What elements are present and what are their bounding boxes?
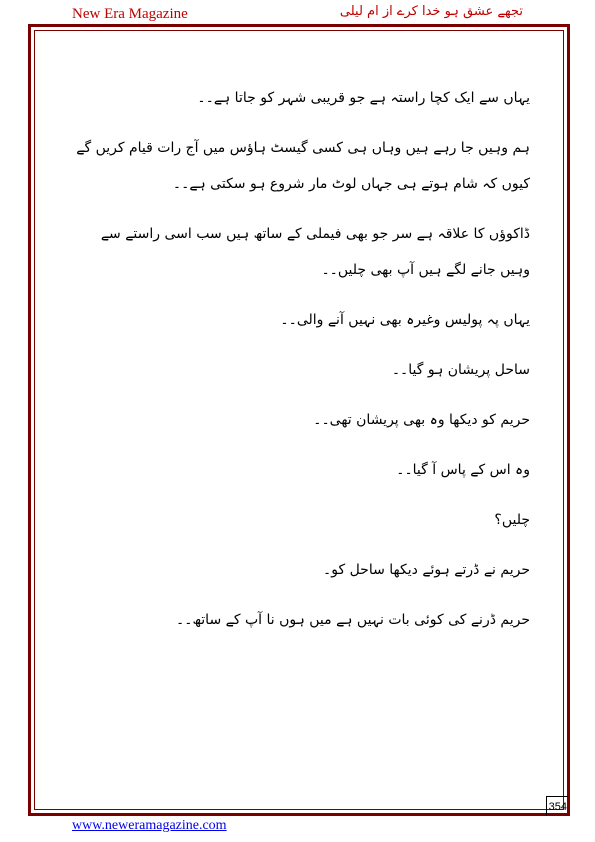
website-link[interactable]: www.neweramagazine.com [72, 818, 227, 833]
paragraph: حریم نے ڈرتے ہوئے دیکھا ساحل کو۔ [323, 562, 530, 578]
magazine-name: New Era Magazine [72, 6, 188, 22]
paragraph: ہم وہیں جا رہے ہیں وہاں ہی کسی گیسٹ ہاؤس میں آج رات قیام کریں گے کیوں کہ شام ہوتے ہی جہاں لوٹ مار شروع ہو سکتی ہے۔۔ [76, 140, 530, 192]
paragraph: یہاں پہ پولیس وغیرہ بھی نہیں آنے والی۔۔ [280, 312, 530, 328]
paragraph: حریم کو دیکھا وہ بھی پریشان تھی۔۔ [313, 412, 530, 428]
paragraph: وہ اس کے پاس آ گیا۔۔ [396, 462, 530, 478]
page-number: 354 [546, 796, 568, 816]
paragraph: چلیں؟ [494, 512, 530, 528]
paragraph: حریم ڈرنے کی کوئی بات نہیں ہے میں ہوں نا آپ کے ساتھ۔۔ [176, 612, 530, 628]
paragraph: یہاں سے ایک کچا راستہ ہے جو قریبی شہر کو جاتا ہے۔۔ [197, 90, 530, 106]
story-text [70, 80, 530, 652]
paragraph: ڈاکوؤں کا علاقہ ہے سر جو بھی فیملی کے ساتھ ہیں سب اسی راستے سے وہیں جانے لگے ہیں آپ بھی چلیں۔۔ [100, 226, 530, 278]
paragraph: ساحل پریشان ہو گیا۔۔ [391, 362, 530, 378]
novel-title: تجھے عشق ہو خدا کرے از ام لیلی [339, 4, 523, 19]
